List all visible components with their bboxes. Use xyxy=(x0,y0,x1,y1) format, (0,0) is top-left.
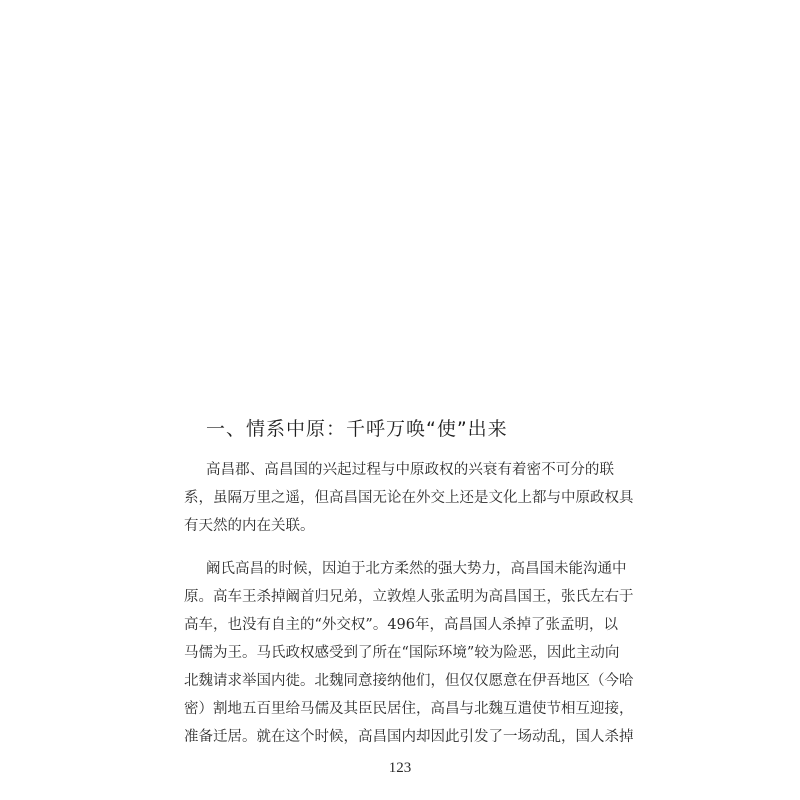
paragraph-line: 阚氏高昌的时候，因迫于北方柔然的强大势力，高昌国未能沟通中 xyxy=(206,561,627,577)
paragraph-line: 马儒为王。马氏政权感受到了所在“国际环境”较为险恶，因此主动向 xyxy=(184,645,620,661)
paragraph-line: 密）割地五百里给马儒及其臣民居住，高昌与北魏互遣使节相互迎接， xyxy=(184,701,634,717)
paragraph-line: 高昌郡、高昌国的兴起过程与中原政权的兴衰有着密不可分的联 xyxy=(206,462,614,478)
paragraph-line: 原。高车王杀掉阚首归兄弟，立敦煌人张孟明为高昌国王，张氏左右于 xyxy=(184,589,634,605)
paragraph-line: 北魏请求举国内徙。北魏同意接纳他们，但仅仅愿意在伊吾地区（今哈 xyxy=(184,673,634,689)
page-number: 123 xyxy=(388,760,412,776)
paragraph-line: 有天然的内在关联。 xyxy=(184,518,315,534)
paragraph-line: 高车，也没有自主的“外交权”。496年，高昌国人杀掉了张孟明，以 xyxy=(184,617,618,633)
paragraph-line: 系，虽隔万里之遥，但高昌国无论在外交上还是文化上都与中原政权具 xyxy=(184,490,634,506)
paragraph-2 xyxy=(184,555,634,751)
paragraph-line: 准备迁居。就在这个时候，高昌国内却因此引发了一场动乱，国人杀掉 xyxy=(184,729,634,745)
section-heading: 一、情系中原：千呼万唤“使”出来 xyxy=(206,418,508,440)
paragraph-1 xyxy=(184,456,634,540)
